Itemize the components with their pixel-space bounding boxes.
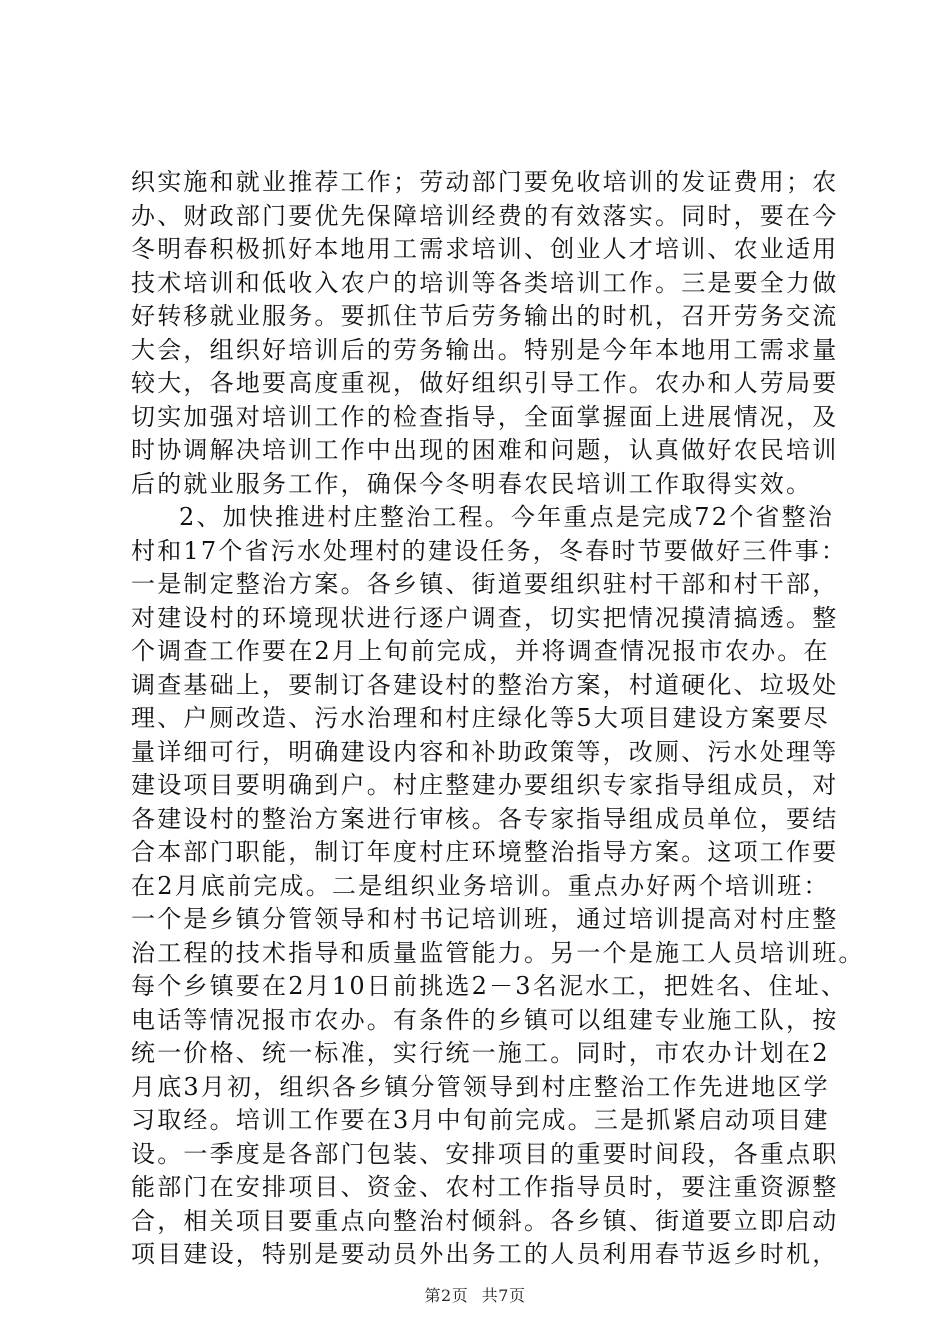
text-line: 合，相关项目要重点向整治村倾斜。各乡镇、街道要立即启动	[131, 1206, 839, 1235]
text-line: 冬明春积极抓好本地用工需求培训、创业人才培训、农业适用	[131, 235, 839, 263]
text-line: 时协调解决培训工作中出现的困难和问题，认真做好农民培训	[131, 436, 839, 464]
page-footer	[0, 1283, 950, 1306]
text-line: 习取经。培训工作要在3月中旬前完成。三是抓紧启动项目建	[131, 1106, 830, 1134]
text-line: 项目建设，特别是要动员外出务工的人员利用春节返乡时机，	[131, 1240, 839, 1268]
text-line: 在2月底前完成。二是组织业务培训。重点办好两个培训班：	[131, 871, 830, 900]
text-line: 每个乡镇要在2月10日前挑选2－3名泥水工，把姓名、住址、	[131, 972, 848, 1000]
text-line: 理、户厕改造、污水治理和村庄绿化等5大项目建设方案要尽	[131, 704, 830, 732]
text-line: 量详细可行，明确建设内容和补助政策等，改厕、污水处理等	[131, 737, 839, 766]
body-text	[131, 166, 865, 1272]
text-line: 大会，组织好培训后的劳务输出。特别是今年本地用工需求量	[131, 335, 839, 364]
text-line: 各建设村的整治方案进行审核。各专家指导组成员单位，要结	[131, 804, 839, 833]
text-line: 设。一季度是各部门包装、安排项目的重要时间段，各重点职	[131, 1139, 839, 1168]
text-line: 统一价格、统一标准，实行统一施工。同时，市农办计划在2	[131, 1039, 830, 1067]
text-line: 调查基础上，要制订各建设村的整治方案，村道硬化、垃圾处	[131, 670, 839, 699]
page-number-current: 第2页	[424, 1286, 469, 1305]
text-line: 村和17个省污水处理村的建设任务，冬春时节要做好三件事：	[131, 536, 848, 565]
text-line: 织实施和就业推荐工作；劳动部门要免收培训的发证费用；农	[131, 168, 839, 196]
text-line: 办、财政部门要优先保障培训经费的有效落实。同时，要在今	[131, 201, 839, 230]
text-line: 个调查工作要在2月上旬前完成，并将调查情况报市农办。在	[131, 637, 830, 665]
text-line: 合本部门职能，制订年度村庄环境整治指导方案。这项工作要	[131, 838, 839, 866]
text-line: 电话等情况报市农办。有条件的乡镇可以组建专业施工队，按	[131, 1005, 839, 1034]
text-line: 切实加强对培训工作的检查指导，全面掌握面上进展情况，及	[131, 402, 839, 431]
text-line: 好转移就业服务。要抓住节后劳务输出的时机，召开劳务交流	[131, 302, 839, 330]
text-line: 建设项目要明确到户。村庄整建办要组织专家指导组成员，对	[131, 771, 839, 799]
text-line: 一是制定整治方案。各乡镇、街道要组织驻村干部和村干部，	[131, 570, 839, 598]
text-line: 较大，各地要高度重视，做好组织引导工作。农办和人劳局要	[131, 369, 839, 397]
text-line: 技术培训和低收入农户的培训等各类培训工作。三是要全力做	[131, 268, 839, 297]
text-line: 治工程的技术指导和质量监管能力。另一个是施工人员培训班。	[131, 938, 865, 967]
text-line: 能部门在安排项目、资金、农村工作指导员时，要注重资源整	[131, 1173, 839, 1201]
paragraph-start-line: 2、加快推进村庄整治工程。今年重点是完成72个省整治	[179, 503, 835, 531]
text-line: 后的就业服务工作，确保今冬明春农民培训工作取得实效。	[131, 469, 813, 498]
text-line: 一个是乡镇分管领导和村书记培训班，通过培训提高对村庄整	[131, 905, 839, 933]
text-line: 月底3月初，组织各乡镇分管领导到村庄整治工作先进地区学	[131, 1072, 830, 1101]
text-line: 对建设村的环境现状进行逐户调查，切实把情况摸清搞透。整	[131, 603, 839, 632]
page-number-total: 共7页	[481, 1286, 526, 1305]
